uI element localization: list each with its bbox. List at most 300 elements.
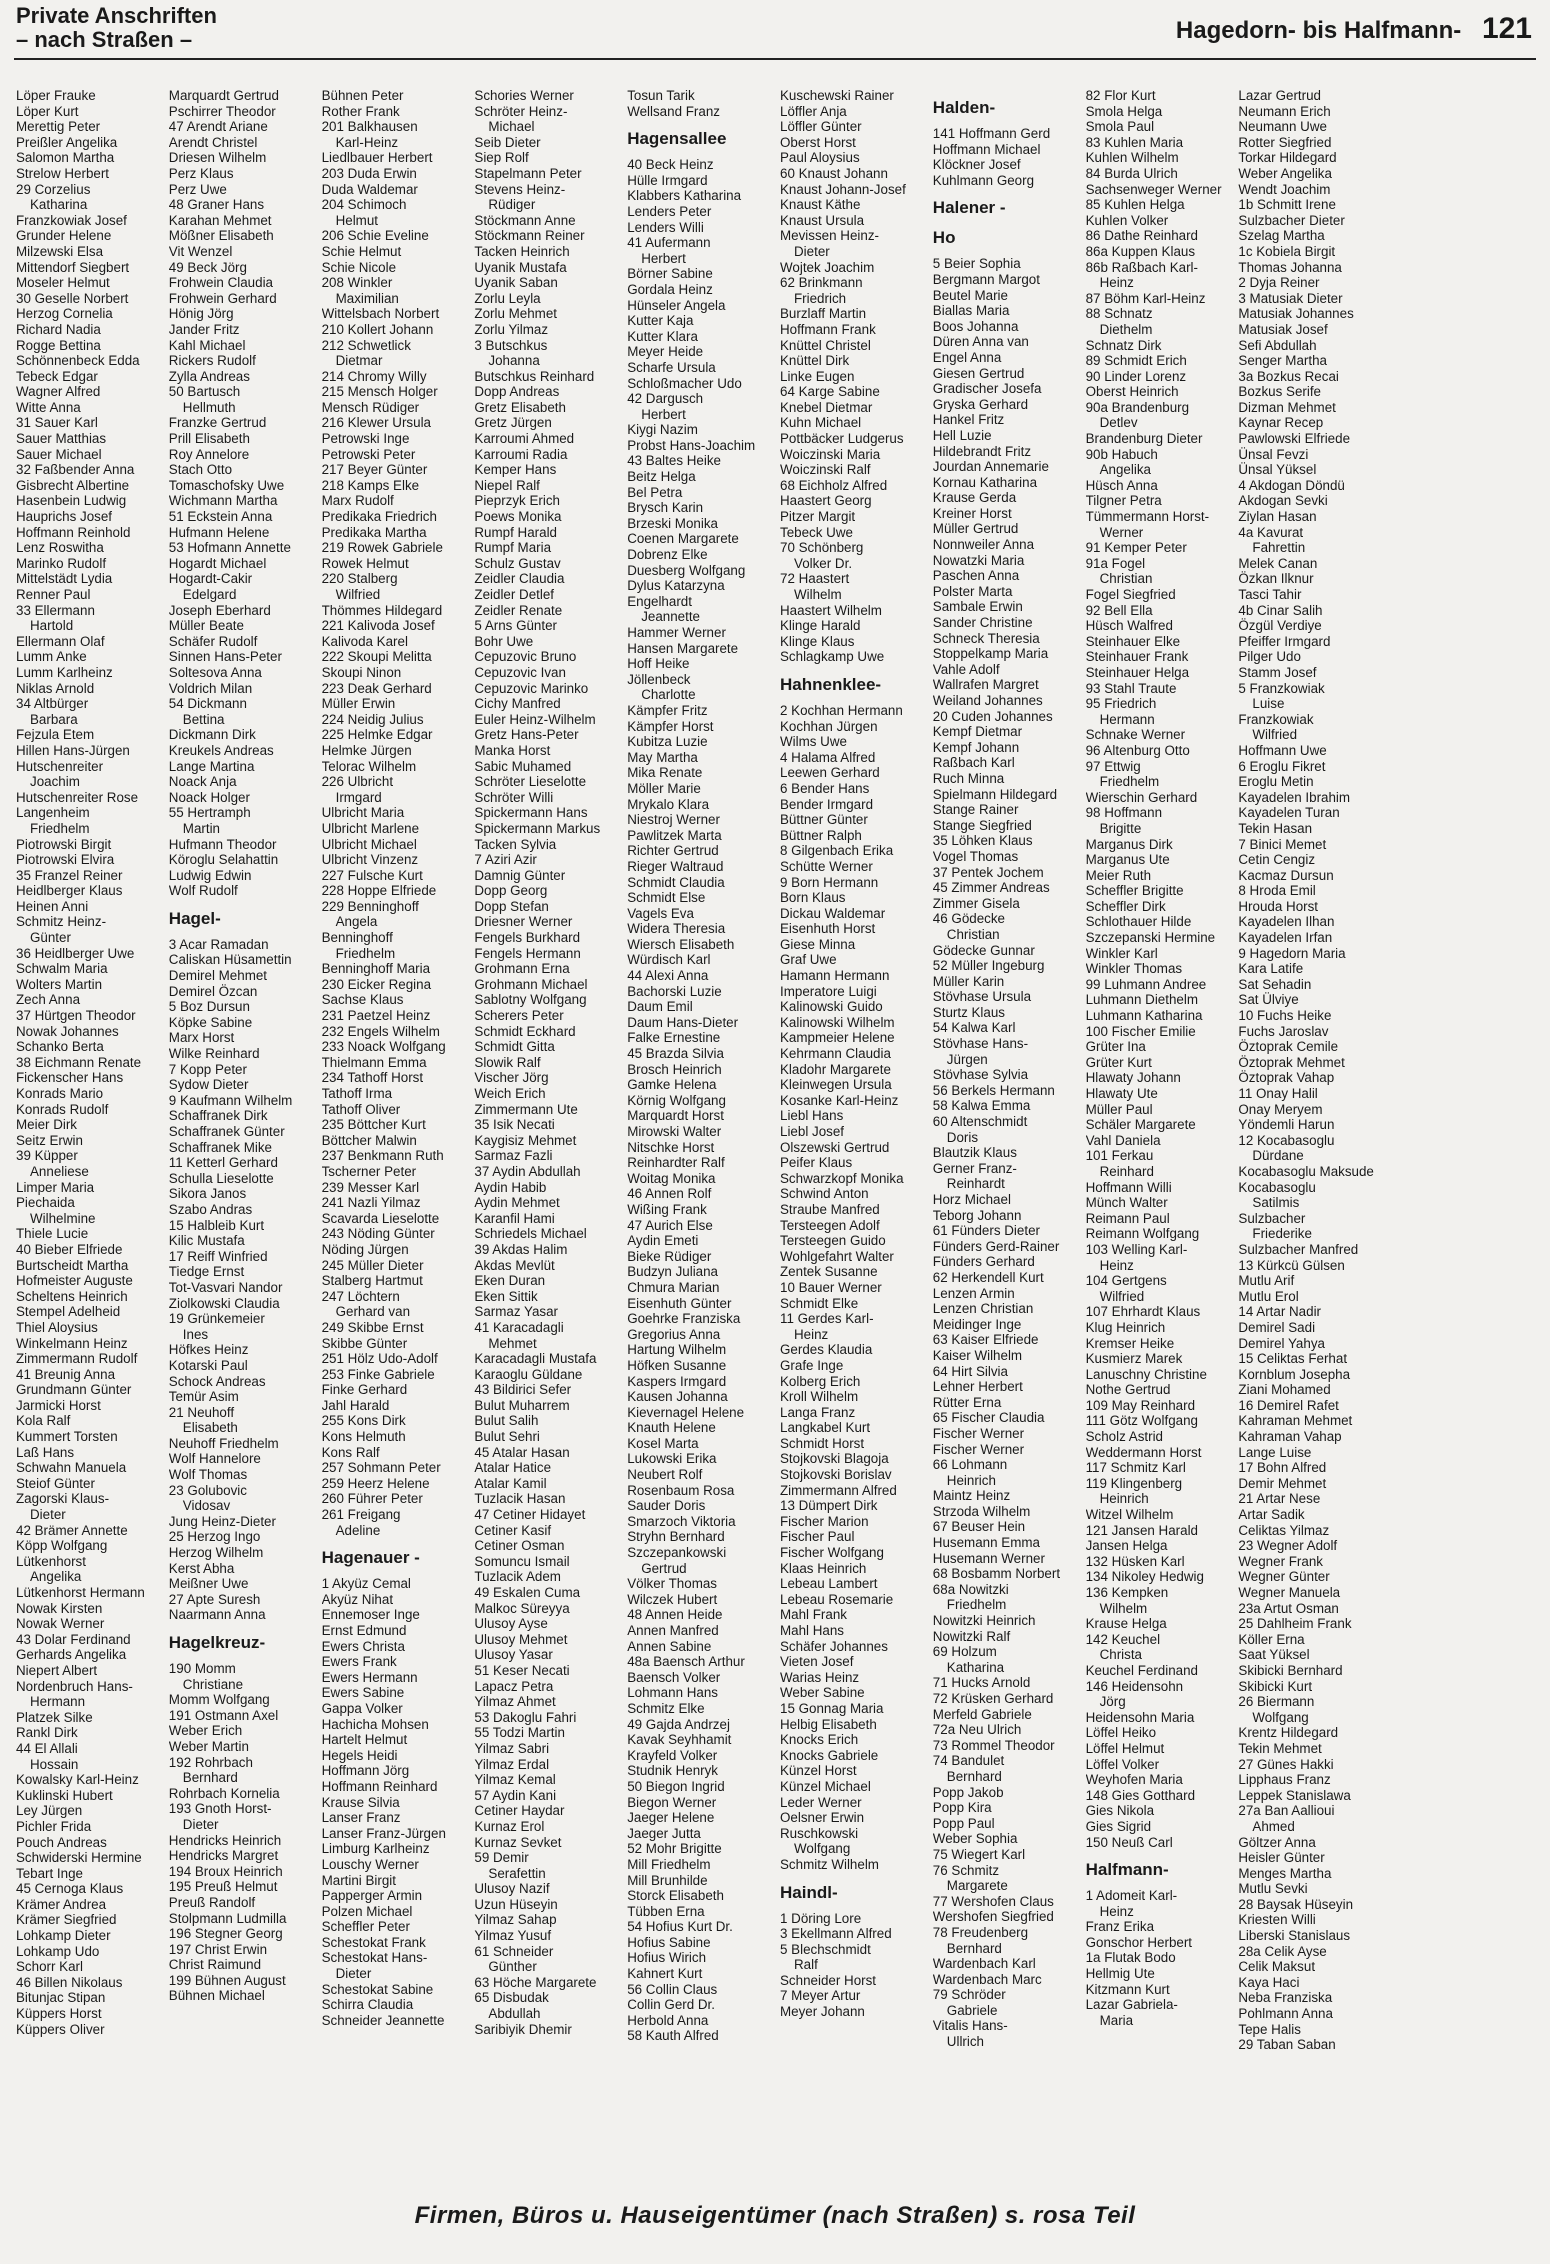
resident-entry: Schloßmacher Udo <box>627 375 742 391</box>
resident-entry: Rother Frank <box>321 103 400 119</box>
entry-continuation: Fahrettin <box>1252 540 1306 556</box>
resident-entry: Stapelmann Peter <box>474 165 582 181</box>
resident-entry: Büttner Ralph <box>780 827 862 843</box>
resident-entry: Körnig Wolfgang <box>627 1092 726 1108</box>
entry-continuation: Gabriele <box>946 2002 998 2018</box>
resident-entry: Moseler Helmut <box>16 275 110 291</box>
resident-entry: 53 Dakoglu Fahri <box>474 1709 577 1725</box>
resident-entry: Schlagkamp Uwe <box>780 649 885 665</box>
resident-entry: Burtscheidt Martha <box>16 1257 129 1273</box>
entry-continuation: Dietmar <box>335 353 383 369</box>
resident-entry: Raßbach Karl <box>932 755 1015 771</box>
resident-entry: Ellermann Olaf <box>16 633 105 649</box>
resident-entry: Wagner Alfred <box>16 384 101 400</box>
entry-continuation: Maximilian <box>335 290 399 306</box>
resident-entry: Sulzbacher Manfred <box>1238 1241 1359 1257</box>
resident-entry: Tot-Vasvari Nandor <box>168 1279 283 1295</box>
resident-entry: 58 Kauth Alfred <box>627 2028 719 2044</box>
resident-entry: Sarmaz Fazli <box>474 1148 553 1164</box>
resident-entry: Ewers Frank <box>321 1654 397 1670</box>
resident-entry: 15 Celiktas Ferhat <box>1238 1351 1348 1367</box>
column-3 <box>322 88 467 2188</box>
resident-entry: 4b Cinar Salih <box>1238 602 1323 618</box>
resident-entry: Akyüz Nihat <box>321 1591 394 1607</box>
entry-continuation: Hartold <box>30 618 74 634</box>
resident-entry: 9 Born Hermann <box>780 874 879 890</box>
resident-entry: Wiersch Elisabeth <box>627 936 735 952</box>
resident-entry: Schestokat Hans- <box>321 1950 428 1966</box>
resident-entry: Schock Andreas <box>168 1373 266 1389</box>
resident-entry: Mößner Elisabeth <box>168 228 274 244</box>
resident-entry: Soltesova Anna <box>168 664 262 680</box>
entry-continuation: Barbara <box>30 711 78 727</box>
resident-entry: Demirel Yahya <box>1238 1335 1325 1351</box>
entry-continuation: Vidosav <box>182 1498 231 1514</box>
resident-entry: Paschen Anna <box>932 568 1020 584</box>
resident-entry: Aydin Emeti <box>627 1233 699 1249</box>
resident-entry: 48 Annen Heide <box>627 1607 723 1623</box>
resident-entry: Stöckmann Reiner <box>474 228 585 244</box>
resident-entry: Akdogan Sevki <box>1238 493 1328 509</box>
resident-entry: Knüttel Christel <box>780 337 871 353</box>
resident-entry: 91a Fogel <box>1085 555 1146 571</box>
resident-entry: Sauder Doris <box>627 1498 706 1514</box>
resident-entry: Wolf Hannelore <box>168 1451 261 1467</box>
resident-entry: Stolpmann Ludmilla <box>168 1910 287 1926</box>
resident-entry: Kosel Marta <box>627 1435 699 1451</box>
resident-entry: 64 Hirt Silvia <box>932 1363 1008 1379</box>
resident-entry: Hufmann Theodor <box>168 836 277 852</box>
resident-entry: Popp Jakob <box>932 1784 1004 1800</box>
resident-entry: 41 Breunig Anna <box>16 1366 116 1382</box>
entry-continuation: Christiane <box>182 1676 244 1692</box>
resident-entry: Rankl Dirk <box>16 1725 78 1741</box>
resident-entry: Hauprichs Josef <box>16 509 113 525</box>
resident-entry: Smarzoch Viktoria <box>627 1513 736 1529</box>
entry-continuation: Ralf <box>794 1957 818 1973</box>
resident-entry: 204 Schimoch <box>321 197 407 213</box>
resident-entry: Steinhauer Elke <box>1085 633 1181 649</box>
resident-entry: 88 Schnatz <box>1085 306 1153 322</box>
resident-entry: Blautzik Klaus <box>932 1145 1017 1161</box>
resident-entry: 74 Bandulet <box>932 1753 1005 1769</box>
resident-entry: Gordala Heinz <box>627 281 713 297</box>
entry-continuation: Margarete <box>946 1878 1008 1894</box>
resident-entry: 73 Rommel Theodor <box>932 1737 1055 1753</box>
resident-entry: Franzkowiak <box>1238 711 1314 727</box>
resident-entry: Wohlgefahrt Walter <box>780 1248 894 1264</box>
column-9 <box>1238 88 1383 2188</box>
resident-entry: Klinge Harald <box>780 618 861 634</box>
resident-entry: Mill Brunhilde <box>627 1872 708 1888</box>
entry-continuation: Hermann <box>1099 711 1155 727</box>
entry-continuation: Heinz <box>1099 1903 1134 1919</box>
resident-entry: Schlothauer Hilde <box>1085 914 1192 930</box>
resident-entry: Tomaschofsky Uwe <box>168 477 285 493</box>
resident-entry: Hendricks Margret <box>168 1848 279 1864</box>
resident-entry: Fünders Gerd-Rainer <box>932 1238 1060 1254</box>
resident-entry: Fischer Paul <box>780 1529 855 1545</box>
resident-entry: Lipphaus Franz <box>1238 1772 1331 1788</box>
entry-continuation: Heinrich <box>946 1472 996 1488</box>
entry-continuation: Christian <box>946 926 1000 942</box>
resident-entry: Kahraman Vahap <box>1238 1429 1342 1445</box>
resident-entry: Weber Erich <box>168 1723 243 1739</box>
resident-entry: Gamke Helena <box>627 1077 717 1093</box>
resident-entry: Künzel Michael <box>780 1778 871 1794</box>
resident-entry: 191 Ostmann Axel <box>168 1707 279 1723</box>
resident-entry: 38 Eichmann Renate <box>16 1054 142 1070</box>
resident-entry: 65 Fischer Claudia <box>932 1410 1045 1426</box>
resident-entry: Kaygisiz Mehmet <box>474 1132 577 1148</box>
resident-entry: Grohmann Erna <box>474 961 570 977</box>
resident-entry: Vogel Thomas <box>932 848 1019 864</box>
resident-entry: Sablotny Wolfgang <box>474 992 587 1008</box>
resident-entry: Petrowski Peter <box>321 446 416 462</box>
entry-continuation: Maria <box>1099 2012 1134 2028</box>
resident-entry: Onay Meryem <box>1238 1101 1323 1117</box>
resident-entry: Linke Eugen <box>780 368 855 384</box>
resident-entry: 41 Karacadagli <box>474 1319 564 1335</box>
resident-entry: 7 Aziri Azir <box>474 852 537 868</box>
resident-entry: Meyer Heide <box>627 344 704 360</box>
resident-entry: Kalinowski Guido <box>780 999 883 1015</box>
resident-entry: Somuncu Ismail <box>474 1553 570 1569</box>
resident-entry: Sambale Erwin <box>932 599 1023 615</box>
column-2 <box>169 88 314 2188</box>
resident-entry: Jansen Helga <box>1085 1538 1168 1554</box>
entry-continuation: Wilhelmine <box>30 1210 96 1226</box>
resident-entry: Schirra Claudia <box>321 1997 414 2013</box>
entry-continuation: Friedhelm <box>30 820 90 836</box>
resident-entry: Löffler Anja <box>780 103 847 119</box>
resident-entry: Scholz Astrid <box>1085 1429 1163 1445</box>
resident-entry: Giese Minna <box>780 936 856 952</box>
resident-entry: 83 Kuhlen Maria <box>1085 134 1184 150</box>
resident-entry: Lütkenhorst <box>16 1553 86 1569</box>
resident-entry: Ruschkowski <box>780 1825 859 1841</box>
resident-entry: 2 Kochhan Hermann <box>780 702 903 718</box>
resident-entry: Hüsch Walfred <box>1085 618 1173 634</box>
resident-entry: Martini Birgit <box>321 1872 397 1888</box>
resident-entry: Leder Werner <box>780 1794 862 1810</box>
resident-entry: Lumm Karlheinz <box>16 664 113 680</box>
resident-entry: Baensch Volker <box>627 1669 721 1685</box>
resident-entry: Kummert Torsten <box>16 1429 118 1445</box>
entry-continuation: Elisabeth <box>182 1420 238 1436</box>
resident-entry: Kocabasoglu Maksude <box>1238 1163 1374 1179</box>
resident-entry: Kowalsky Karl-Heinz <box>16 1772 139 1788</box>
resident-entry: 91 Kemper Peter <box>1085 540 1187 556</box>
resident-entry: Dopp Andreas <box>474 384 560 400</box>
resident-entry: Nowitzki Heinrich <box>932 1613 1036 1629</box>
entry-continuation: Günter <box>30 930 71 946</box>
resident-entry: Lapacz Petra <box>474 1678 554 1694</box>
resident-entry: Dopp Stefan <box>474 898 549 914</box>
column-5 <box>627 88 772 2188</box>
resident-entry: Kuhn Michael <box>780 415 862 431</box>
resident-entry: Tümmermann Horst- <box>1085 509 1210 525</box>
entry-continuation: Volker Dr. <box>794 555 853 571</box>
resident-entry: 251 Hölz Udo-Adolf <box>321 1351 438 1367</box>
resident-entry: Schäfer Rudolf <box>168 633 258 649</box>
resident-entry: Krause Helga <box>1085 1616 1167 1632</box>
resident-entry: Steiof Günter <box>16 1475 95 1491</box>
resident-entry: Schwind Anton <box>780 1186 869 1202</box>
resident-entry: Tathoff Irma <box>321 1086 393 1101</box>
resident-entry: Gretz Hans-Peter <box>474 727 579 743</box>
resident-entry: Ulusoy Ayse <box>474 1616 548 1632</box>
resident-entry: Ünsal Fevzi <box>1238 446 1309 462</box>
resident-entry: Yöndemli Harun <box>1238 1117 1335 1133</box>
resident-entry: 210 Kollert Johann <box>321 321 434 337</box>
resident-entry: 51 Eckstein Anna <box>168 509 273 525</box>
resident-entry: 253 Finke Gabriele <box>321 1366 435 1382</box>
resident-entry: Marganus Ute <box>1085 852 1170 868</box>
resident-entry: Skibicki Kurt <box>1238 1678 1313 1694</box>
resident-entry: 52 Müller Ingeburg <box>932 958 1045 974</box>
resident-entry: Wichmann Martha <box>168 493 278 509</box>
entry-continuation: Martin <box>182 820 221 836</box>
resident-entry: Yilmaz Sabri <box>474 1740 550 1756</box>
resident-entry: Roy Annelore <box>168 446 250 462</box>
resident-entry: Lenz Roswitha <box>16 540 104 556</box>
resident-entry: Wilke Reinhard <box>168 1046 260 1062</box>
resident-entry: 8 Hroda Emil <box>1238 883 1316 899</box>
resident-entry: Louschy Werner <box>321 1856 419 1872</box>
resident-entry: Hlawaty Johann <box>1085 1070 1181 1086</box>
resident-entry: Tuzlacik Hasan <box>474 1491 566 1507</box>
resident-entry: 45 Cernoga Klaus <box>16 1881 124 1897</box>
resident-entry: 218 Kamps Elke <box>321 477 420 493</box>
resident-entry: Beitz Helga <box>627 469 696 485</box>
resident-entry: Preißler Angelika <box>16 134 118 150</box>
resident-entry: Kuhlen Wilhelm <box>1085 150 1179 166</box>
resident-entry: Noack Holger <box>168 789 250 805</box>
resident-entry: Schnatz Dirk <box>1085 337 1162 353</box>
resident-entry: 220 Stalberg <box>321 571 398 587</box>
resident-entry: Zimmermann Alfred <box>780 1482 897 1498</box>
resident-entry: Melek Canan <box>1238 555 1318 571</box>
resident-entry: Menges Martha <box>1238 1865 1332 1881</box>
resident-entry: 208 Winkler <box>321 275 393 291</box>
resident-entry: 54 Dickmann <box>168 696 247 712</box>
resident-entry: Hellmig Ute <box>1085 1966 1155 1982</box>
resident-entry: Öztoprak Mehmet <box>1238 1054 1345 1070</box>
resident-entry: 55 Hertramph <box>168 805 251 821</box>
resident-entry: Münch Walter <box>1085 1195 1168 1211</box>
resident-entry: Lanuschny Christine <box>1085 1366 1207 1382</box>
street-heading: Hagensallee <box>627 129 727 149</box>
resident-entry: Fünders Gerhard <box>932 1254 1035 1270</box>
resident-entry: Biegon Werner <box>627 1794 717 1810</box>
resident-entry: Uzun Hüseyin <box>474 1896 558 1912</box>
entry-continuation: Christian <box>1099 571 1153 587</box>
resident-entry: Torkar Hildegard <box>1238 150 1337 166</box>
resident-entry: 37 Hürtgen Theodor <box>16 1008 136 1024</box>
resident-entry: Liedlbauer Herbert <box>321 150 433 166</box>
resident-entry: Höfkes Heinz <box>168 1342 249 1358</box>
resident-entry: Cichy Manfred <box>474 696 561 712</box>
resident-entry: Spickermann Markus <box>474 820 601 836</box>
resident-entry: Fickenscher Hans <box>16 1070 124 1086</box>
resident-entry: Thiel Aloysius <box>16 1319 98 1335</box>
resident-entry: Wegner Frank <box>1238 1553 1323 1569</box>
entry-continuation: Friedhelm <box>1099 774 1160 790</box>
resident-entry: 82 Flor Kurt <box>1085 88 1156 103</box>
column-6 <box>780 88 925 2188</box>
page-range-title <box>1176 12 1532 46</box>
resident-entry: Gisbrecht Albertine <box>16 477 130 493</box>
resident-entry: Woiczinski Ralf <box>780 462 871 478</box>
resident-entry: Matusiak Josef <box>1238 321 1328 337</box>
resident-entry: 111 Götz Wolfgang <box>1085 1413 1198 1429</box>
street-heading: Halfmann- <box>1085 1860 1169 1880</box>
resident-entry: Konrads Mario <box>16 1086 104 1101</box>
resident-entry: Karaoglu Güldane <box>474 1366 583 1382</box>
resident-entry: Mutlu Erol <box>1238 1288 1299 1304</box>
resident-entry: Kalivoda Karel <box>321 633 408 649</box>
resident-entry: Reinhardter Ralf <box>627 1155 725 1171</box>
resident-entry: Predikaka Martha <box>321 524 427 540</box>
resident-entry: Scharfe Ursula <box>627 359 716 375</box>
resident-entry: Gryska Gerhard <box>932 396 1029 412</box>
resident-entry: Mrykalo Klara <box>627 796 710 812</box>
resident-entry: Zylla Andreas <box>168 368 250 384</box>
resident-entry: Brzeski Monika <box>627 515 718 531</box>
resident-entry: Haastert Georg <box>780 493 872 509</box>
resident-entry: Thomas Johanna <box>1238 259 1342 275</box>
resident-entry: Büttner Günter <box>780 812 868 828</box>
resident-entry: Stövhase Ursula <box>932 989 1032 1005</box>
resident-entry: Bel Petra <box>627 484 683 500</box>
entry-continuation: Diethelm <box>1099 321 1153 337</box>
resident-entry: Vahle Adolf <box>932 661 1000 677</box>
resident-entry: Hüsch Anna <box>1085 477 1158 493</box>
resident-entry: Nordenbruch Hans- <box>16 1678 133 1694</box>
resident-entry: Aydin Habib <box>474 1179 547 1195</box>
resident-entry: 5 Beier Sophia <box>932 256 1021 272</box>
resident-entry: Kacmaz Dursun <box>1238 867 1334 883</box>
resident-entry: Cepuzovic Marinko <box>474 680 589 696</box>
resident-entry: 35 Franzel Reiner <box>16 867 123 883</box>
resident-entry: Engel Anna <box>932 349 1002 365</box>
resident-entry: 39 Akdas Halim <box>474 1241 568 1257</box>
resident-entry: 3 Butschkus <box>474 337 548 353</box>
resident-entry: Ernst Edmund <box>321 1623 407 1638</box>
resident-entry: 23 Golubovic <box>168 1482 247 1498</box>
entry-continuation: Helmut <box>335 212 379 228</box>
resident-entry: Nowatzki Maria <box>932 552 1025 568</box>
resident-entry: 229 Benninghoff <box>321 898 419 914</box>
resident-entry: 245 Müller Dieter <box>321 1257 424 1273</box>
resident-entry: Naarmann Anna <box>168 1607 266 1623</box>
resident-entry: Bieke Rüdiger <box>627 1248 712 1264</box>
resident-entry: Kievernagel Helene <box>627 1404 745 1420</box>
resident-entry: Driesen Wilhelm <box>168 150 267 166</box>
resident-entry: Weber Sabine <box>780 1685 865 1701</box>
resident-entry: 13 Kürkcü Gülsen <box>1238 1257 1345 1273</box>
resident-entry: 90b Habuch <box>1085 446 1158 462</box>
resident-entry: Schulz Gustav <box>474 555 561 571</box>
resident-entry: Benninghoff Maria <box>321 961 431 977</box>
resident-entry: 212 Schwetlick <box>321 337 411 353</box>
resident-entry: 142 Keuchel <box>1085 1631 1161 1647</box>
resident-entry: Sturtz Klaus <box>932 1004 1005 1020</box>
resident-entry: Rieger Waltraud <box>627 858 724 874</box>
resident-entry: 1 Döring Lore <box>780 1910 862 1926</box>
resident-entry: Schäfer Johannes <box>780 1638 888 1654</box>
resident-entry: Kriesten Willi <box>1238 1912 1316 1928</box>
resident-entry: 134 Nikoley Hedwig <box>1085 1569 1204 1585</box>
resident-entry: Kleinwegen Ursula <box>780 1077 892 1093</box>
resident-entry: Fejzula Etem <box>16 727 95 743</box>
resident-entry: Joseph Eberhard <box>168 602 271 618</box>
resident-entry: Demir Mehmet <box>1238 1475 1327 1491</box>
resident-entry: Schriedels Michael <box>474 1226 587 1242</box>
resident-entry: Langkabel Kurt <box>780 1420 871 1436</box>
resident-entry: Schaffranek Dirk <box>168 1108 268 1124</box>
resident-entry: Slowik Ralf <box>474 1054 541 1070</box>
resident-entry: 9 Kaufmann Wilhelm <box>168 1092 293 1108</box>
resident-entry: Zech Anna <box>16 992 81 1008</box>
resident-entry: Kosanke Karl-Heinz <box>780 1092 899 1108</box>
resident-entry: 227 Fulsche Kurt <box>321 867 423 883</box>
resident-entry: Bulut Muharrem <box>474 1397 570 1413</box>
resident-entry: Kämpfer Horst <box>627 718 714 734</box>
resident-entry: Neumann Erich <box>1238 103 1331 119</box>
resident-entry: 234 Tathoff Horst <box>321 1070 424 1086</box>
resident-entry: Kuhlmann Georg <box>932 172 1035 188</box>
resident-entry: Kurnaz Erol <box>474 1818 545 1834</box>
resident-entry: Schie Helmut <box>321 243 402 259</box>
resident-entry: Dylus Katarzyna <box>627 578 725 594</box>
resident-entry: Storck Elisabeth <box>627 1888 724 1904</box>
resident-entry: Cetin Cengiz <box>1238 852 1316 868</box>
resident-entry: Schmidt Claudia <box>627 874 725 890</box>
resident-entry: Schneck Theresia <box>932 630 1040 646</box>
resident-entry: Zagorski Klaus- <box>16 1491 110 1507</box>
resident-entry: Köpke Sabine <box>168 1014 253 1030</box>
resident-entry: Hrouda Horst <box>1238 898 1319 914</box>
resident-entry: 46 Annen Rolf <box>627 1186 712 1202</box>
resident-entry: Telorac Wilhelm <box>321 758 417 774</box>
resident-entry: Bozkus Serife <box>1238 384 1322 400</box>
resident-entry: 201 Balkhausen <box>321 119 418 135</box>
resident-entry: Lebeau Lambert <box>780 1576 878 1592</box>
resident-entry: Manka Horst <box>474 742 551 758</box>
resident-entry: Schwiderski Hermine <box>16 1850 142 1866</box>
resident-entry: 56 Collin Claus <box>627 1981 718 1997</box>
resident-entry: Bühnen Peter <box>321 88 404 103</box>
resident-entry: Stojkovski Blagoja <box>780 1451 889 1467</box>
resident-entry: 48a Baensch Arthur <box>627 1654 745 1670</box>
resident-entry: Karacadagli Mustafa <box>474 1351 597 1367</box>
resident-entry: Fuchs Jaroslav <box>1238 1023 1329 1039</box>
resident-entry: 36 Heidlberger Uwe <box>16 945 135 961</box>
resident-entry: Wardenbach Marc <box>932 1971 1042 1987</box>
resident-entry: Stövhase Sylvia <box>932 1067 1029 1083</box>
resident-entry: Temür Asim <box>168 1389 239 1405</box>
resident-entry: 45 Zimmer Andreas <box>932 880 1050 896</box>
resident-entry: Kayadelen Ibrahim <box>1238 789 1351 805</box>
resident-entry: Neumann Uwe <box>1238 119 1327 135</box>
resident-entry: Hogardt Michael <box>168 555 267 571</box>
resident-entry: Luhmann Katharina <box>1085 1008 1203 1024</box>
resident-entry: Schäler Margarete <box>1085 1117 1196 1133</box>
resident-entry: 10 Fuchs Heike <box>1238 1008 1332 1024</box>
entry-continuation: Hellmuth <box>182 399 236 415</box>
